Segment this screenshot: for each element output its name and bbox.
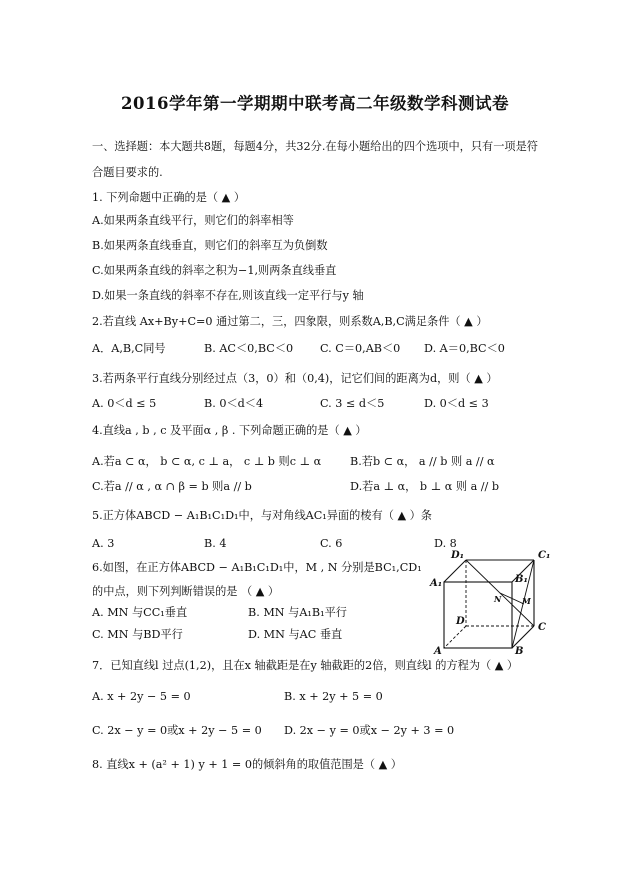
label-d: D bbox=[456, 616, 465, 627]
label-c1: C₁ bbox=[538, 550, 551, 561]
q2-stem: 2.若直线 Ax+By+C=0 通过第二，三，四象限，则系数A,B,C满足条件（ ▲ ） bbox=[92, 315, 488, 328]
label-a: A bbox=[434, 646, 442, 656]
label-b: B bbox=[515, 646, 524, 656]
q6-option-c: C. MN 与BD平行 bbox=[92, 628, 183, 641]
label-d1: D₁ bbox=[451, 550, 465, 561]
q7-option-c: C. 2x − y = 0或x + 2y − 5 = 0 bbox=[92, 724, 262, 737]
q3-option-a: A. 0＜d ≤ 5 bbox=[92, 397, 157, 410]
q3-option-d: D. 0＜d ≤ 3 bbox=[424, 397, 489, 410]
q6-option-a: A. MN 与CC₁垂直 bbox=[92, 606, 188, 619]
label-m: M bbox=[522, 596, 531, 606]
q7-option-b: B. x + 2y + 5 = 0 bbox=[284, 690, 383, 703]
q7-stem: 7．已知直线l 过点(1,2)，且在x 轴截距是在y 轴截距的2倍，则直线l 的方程为（ ▲ ） bbox=[92, 659, 519, 672]
q5-option-a: A. 3 bbox=[92, 537, 115, 550]
q6-stem-line1: 6.如图，在正方体ABCD − A₁B₁C₁D₁中，M , N 分别是BC₁,CD₁ bbox=[92, 561, 422, 574]
label-c: C bbox=[538, 622, 546, 633]
q1-option-d: D.如果一条直线的斜率不存在,则该直线一定平行与y 轴 bbox=[92, 289, 364, 302]
q3-stem: 3.若两条平行直线分别经过点（3，0）和（0,4)，记它们间的距离为d，则（ ▲ ） bbox=[92, 372, 498, 385]
q4-stem: 4.直线a , b , c 及平面α , β . 下列命题正确的是（ ▲ ） bbox=[92, 424, 367, 437]
q1-option-b: B.如果两条直线垂直，则它们的斜率互为负倒数 bbox=[92, 239, 328, 252]
q5-stem: 5.正方体ABCD − A₁B₁C₁D₁中，与对角线AC₁异面的棱有（ ▲ ）条 bbox=[92, 509, 432, 522]
q2-option-d: D. A＝0,BC＜0 bbox=[424, 342, 505, 355]
q5-option-c: C. 6 bbox=[320, 537, 343, 550]
section-instructions: 一、选择题：本大题共8题，每题4分，共32分.在每小题给出的四个选项中，只有一项是符合题目要求的. bbox=[92, 140, 538, 179]
label-b1: B₁ bbox=[515, 574, 528, 585]
q1-stem: 1. 下列命题中正确的是（ ▲ ） bbox=[92, 191, 246, 204]
q6-option-b: B. MN 与A₁B₁平行 bbox=[248, 606, 347, 619]
exam-title: 2016学年第一学期期中联考高二年级数学科测试卷 bbox=[121, 94, 509, 113]
q2-option-b: B. AC＜0,BC＜0 bbox=[204, 342, 294, 355]
q4-option-d: D.若a ⊥ α， b ⊥ α 则 a // b bbox=[350, 480, 500, 493]
q1-option-a: A.如果两条直线平行，则它们的斜率相等 bbox=[92, 214, 294, 227]
q4-option-c: C.若a // α , α ∩ β = b 则a // b bbox=[92, 480, 252, 493]
q8-stem: 8. 直线x + (a² + 1) y + 1 = 0的倾斜角的取值范围是（ ▲ ） bbox=[92, 758, 402, 771]
cube-figure bbox=[418, 548, 558, 656]
q4-option-a: A.若a ⊂ α， b ⊂ α, c ⊥ a， c ⊥ b 则c ⊥ α bbox=[92, 455, 322, 468]
q7-option-a: A. x + 2y − 5 = 0 bbox=[92, 690, 191, 703]
q2-option-c: C. C＝0,AB＜0 bbox=[320, 342, 401, 355]
q1-option-c: C.如果两条直线的斜率之积为−1,则两条直线垂直 bbox=[92, 264, 337, 277]
q2-option-a: A．A,B,C同号 bbox=[92, 342, 166, 355]
label-a1: A₁ bbox=[430, 578, 443, 589]
q4-option-b: B.若b ⊂ α， a // b 则 a // α bbox=[350, 455, 495, 468]
q3-option-c: C. 3 ≤ d＜5 bbox=[320, 397, 385, 410]
q3-option-b: B. 0＜d＜4 bbox=[204, 397, 264, 410]
q5-option-b: B. 4 bbox=[204, 537, 227, 550]
q7-option-d: D. 2x − y = 0或x − 2y + 3 = 0 bbox=[284, 724, 455, 737]
q6-option-d: D. MN 与AC 垂直 bbox=[248, 628, 343, 641]
label-n: N bbox=[494, 594, 502, 604]
q6-stem-line2: 的中点，则下列判断错误的是 （ ▲ ） bbox=[92, 585, 280, 598]
q5-option-d: D. 8 bbox=[434, 537, 457, 550]
